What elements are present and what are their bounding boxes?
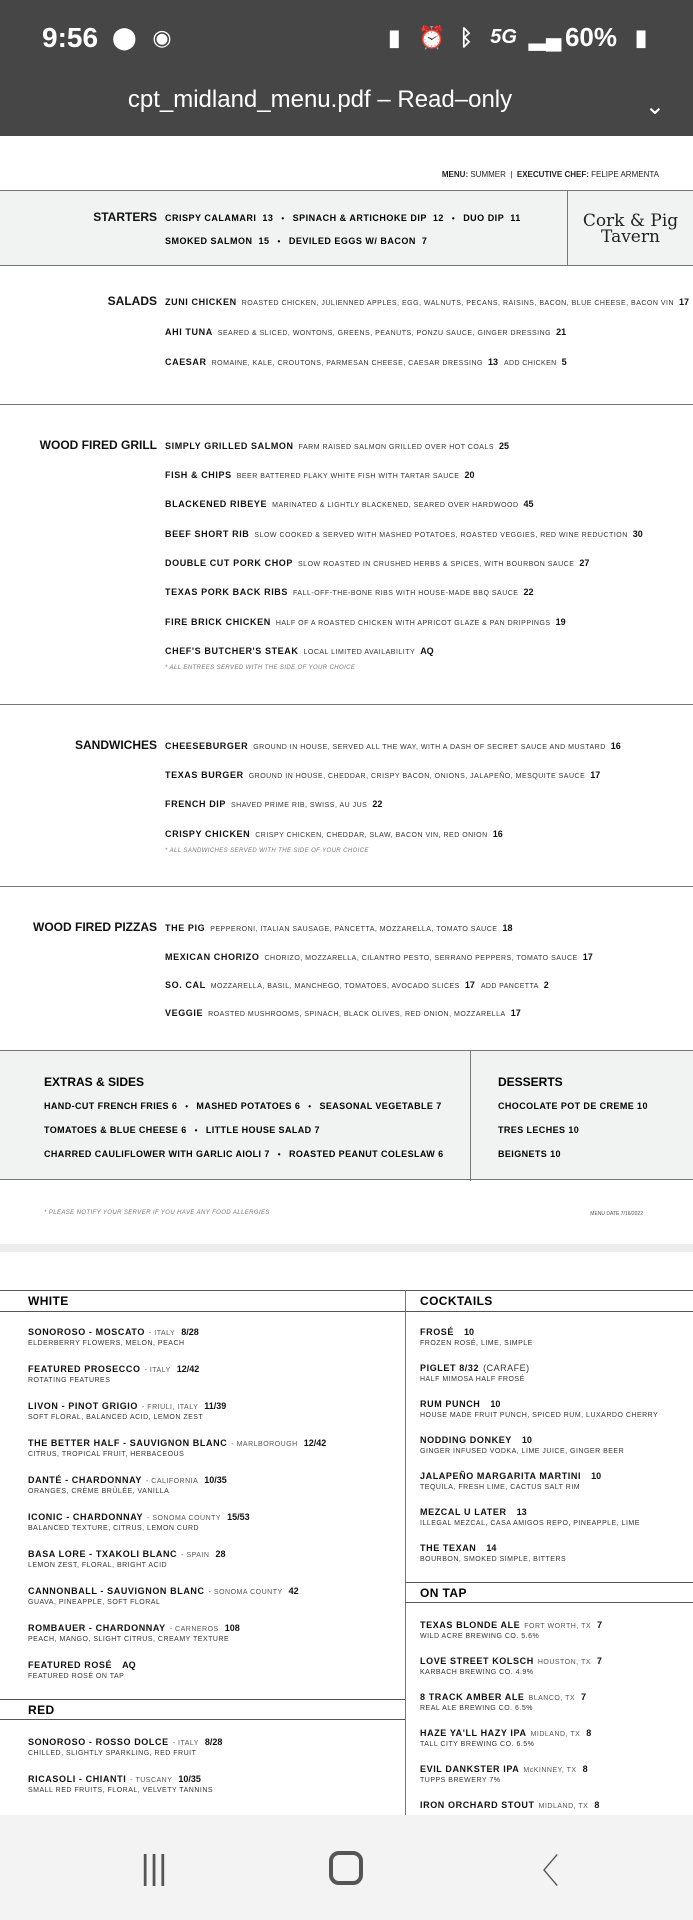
status-time: 9:56 <box>42 22 99 53</box>
dessert-item: TRES LECHES 10 <box>498 1125 580 1135</box>
salads-section <box>0 265 693 404</box>
extras-line-3: CHARRED CAULIFLOWER WITH GARLIC AIOLI 7 • ROASTED PEANUT COLESLAW 6 <box>44 1149 444 1159</box>
pdf-page-1[interactable] <box>0 136 693 1244</box>
starters-line-2: SMOKED SALMON 15 • DEVILED EGGS W/ BACON 7 <box>165 236 428 246</box>
dessert-item: CHOCOLATE POT DE CREME 10 <box>498 1101 648 1111</box>
status-bar <box>0 0 693 78</box>
chevron-down-icon[interactable]: ⌄ <box>644 93 665 120</box>
navigation-bar <box>0 1815 693 1920</box>
menu-item: TEXAS BURGER GROUND IN HOUSE, CHEDDAR, CRISPY BACON, ONIONS, JALAPEÑO, MESQUITE SAUCE 17 <box>165 770 601 780</box>
divider <box>0 1699 405 1700</box>
white-wine-title: WHITE <box>28 1294 69 1308</box>
menu-item: VEGGIE ROASTED MUSHROOMS, SPINACH, BLACK OLIVES, RED ONION, MOZZARELLA 17 <box>165 1008 521 1018</box>
desserts-title: DESSERTS <box>498 1075 563 1089</box>
extras-line-2: TOMATOES & BLUE CHEESE 6 • LITTLE HOUSE SALAD 7 <box>44 1125 320 1135</box>
sandwiches-title: SANDWICHES <box>74 738 157 752</box>
wine-item: THE BETTER HALF - SAUVIGNON BLANC - MARLBOROUGH 12/42 CITRUS, TROPICAL FRUIT, HERBACEOUS <box>28 1438 327 1458</box>
starters-section <box>0 190 693 265</box>
cork-and-pig-logo: Cork & Pig Tavern <box>567 191 693 266</box>
tap-item: LOVE STREET KOLSCH HOUSTON, TX 7 KARBACH BREWING CO. 4.9% <box>420 1656 602 1676</box>
divider <box>405 1582 693 1583</box>
cocktail-item: JALAPEÑO MARGARITA MARTINI 10 TEQUILA, FRESH LIME, CACTUS SALT RIM <box>420 1471 602 1491</box>
extras-line-1: HAND-CUT FRENCH FRIES 6 • MASHED POTATOES 6 • SEASONAL VEGETABLE 7 <box>44 1101 442 1111</box>
wine-item: CANNONBALL - SAUVIGNON BLANC - SONOMA COUNTY 42 GUAVA, PINEAPPLE, SOFT FLORAL <box>28 1586 299 1606</box>
extras-title: EXTRAS & SIDES <box>44 1075 145 1089</box>
on-tap-title: ON TAP <box>420 1586 467 1600</box>
menu-item: SO. CAL MOZZARELLA, BASIL, MANCHEGO, TOMATOES, AVOCADO SLICES 17 ADD PANCETTA 2 <box>165 980 549 990</box>
pdf-page-2[interactable] <box>0 1252 693 1815</box>
pizzas-section <box>0 886 693 1050</box>
divider <box>0 1311 693 1312</box>
wine-item: FEATURED PROSECCO - ITALY 12/42 ROTATING FEATURES <box>28 1364 200 1384</box>
account-icon: ◉ <box>152 25 172 50</box>
cocktail-item: FROSÉ 10 FROZEN ROSÉ, LIME, SIMPLE <box>420 1327 533 1347</box>
wine-item: ROMBAUER - CHARDONNAY - CARNEROS 108 PEACH, MANGO, SLIGHT CITRUS, CREAMY TEXTURE <box>28 1623 240 1643</box>
sandwiches-note: * ALL SANDWICHES SERVED WITH THE SIDE OF YOUR CHOICE <box>165 848 369 854</box>
recent-apps-icon[interactable]: ||| <box>140 1848 168 1887</box>
tap-item: EVIL DANKSTER IPA McKINNEY, TX 8 TUPPS BREWERY 7% <box>420 1764 588 1784</box>
menu-item: THE PIG PEPPERONI, ITALIAN SAUSAGE, PANCETTA, MOZZARELLA, TOMATO SAUCE 18 <box>165 923 513 933</box>
grill-section <box>0 404 693 704</box>
sandwiches-section <box>0 704 693 886</box>
menu-item: AHI TUNA SEARED & SLICED, WONTONS, GREENS, PEANUTS, PONZU SAUCE, GINGER DRESSING 21 <box>165 327 567 337</box>
menu-item: SIMPLY GRILLED SALMON FARM RAISED SALMON GRILLED OVER HOT COALS 25 <box>165 441 510 451</box>
battery-saver-icon: ▮ <box>388 24 401 50</box>
document-toolbar <box>0 78 693 136</box>
menu-date: MENU DATE 7/16/2022 <box>590 1211 643 1217</box>
menu-item: BLACKENED RIBEYE MARINATED & LIGHTLY BLACKENED, SEARED OVER HARDWOOD 45 <box>165 499 534 509</box>
wine-item: RICASOLI - CHIANTI - TUSCANY 10/35 SMALL RED FRUITS, FLORAL, VELVETY TANNINS <box>28 1774 214 1794</box>
divider <box>470 1051 471 1181</box>
wine-item: SONOROSO - ROSSO DOLCE - ITALY 8/28 CHILLED, SLIGHTLY SPARKLING, RED FRUIT <box>28 1737 223 1757</box>
extras-section <box>0 1050 693 1180</box>
menu-item: ZUNI CHICKEN ROASTED CHICKEN, JULIENNED APPLES, EGG, WALNUTS, PECANS, RAISINS, BACON, BLUE CHEESE, BACON VIN 17 <box>165 297 690 307</box>
menu-item: FRENCH DIP SHAVED PRIME RIB, SWISS, AU JUS 22 <box>165 799 383 809</box>
tap-item: TEXAS BLONDE ALE FORT WORTH, TX 7 WILD ACRE BREWING CO. 5.6% <box>420 1620 603 1640</box>
cocktail-item: PIGLET 8/32 (CARAFE) HALF MIMOSA HALF FROSÉ <box>420 1363 530 1383</box>
cocktail-item: THE TEXAN 14 BOURBON, SMOKED SIMPLE, BITTERS <box>420 1543 567 1563</box>
back-icon[interactable]: 〈 <box>525 1852 559 1891</box>
menu-item: CHEESEBURGER GROUND IN HOUSE, SERVED ALL THE WAY, WITH A DASH OF SECRET SAUCE AND MUSTARD 16 <box>165 741 621 751</box>
divider <box>0 1290 693 1291</box>
wine-item: BASA LORE - TXAKOLI BLANC - SPAIN 28 LEMON ZEST, FLORAL, BRIGHT ACID <box>28 1549 226 1569</box>
menu-item: TEXAS PORK BACK RIBS FALL-OFF-THE-BONE RIBS WITH HOUSE-MADE BBQ SAUCE 22 <box>165 587 534 597</box>
menu-item: BEEF SHORT RIB SLOW COOKED & SERVED WITH MASHED POTATOES, ROASTED VEGGIES, RED WINE REDUCTION 30 <box>165 529 643 539</box>
menu-item: CHEF'S BUTCHER'S STEAK LOCAL LIMITED AVAILABILITY AQ <box>165 646 434 656</box>
pizzas-title: WOOD FIRED PIZZAS <box>33 920 157 934</box>
wine-item: FEATURED ROSÉ AQ FEATURED ROSÉ ON TAP <box>28 1660 136 1680</box>
menu-item: MEXICAN CHORIZO CHORIZO, MOZZARELLA, CILANTRO PESTO, SERRANO PEPPERS, TOMATO SAUCE 17 <box>165 952 593 962</box>
signal-icon: ▂▄ <box>528 24 562 50</box>
cocktail-item: NODDING DONKEY 10 GINGER INFUSED VODKA, LIME JUICE, GINGER BEER <box>420 1435 625 1455</box>
allergy-note: * PLEASE NOTIFY YOUR SERVER IF YOU HAVE ANY FOOD ALLERGIES <box>44 1210 270 1216</box>
grill-note: * ALL ENTREES SERVED WITH THE SIDE OF YOUR CHOICE <box>165 665 356 671</box>
grill-title: WOOD FIRED GRILL <box>39 438 157 452</box>
home-icon[interactable] <box>316 1845 376 1891</box>
cocktail-item: RUM PUNCH 10 HOUSE MADE FRUIT PUNCH, SPICED RUM, LUXARDO CHERRY <box>420 1399 659 1419</box>
menu-meta: MENU: SUMMER | EXECUTIVE CHEF: FELIPE ARMENTA <box>441 170 659 179</box>
alarm-icon: ⏰ <box>418 24 446 50</box>
divider <box>405 1602 693 1603</box>
menu-item: CAESAR ROMAINE, KALE, CROUTONS, PARMESAN CHEESE, CAESAR DRESSING 13 ADD CHICKEN 5 <box>165 357 567 367</box>
salads-title: SALADS <box>107 294 157 308</box>
starters-title: STARTERS <box>93 210 157 224</box>
location-icon: ⬤ <box>112 25 137 50</box>
wine-item: LIVON - PINOT GRIGIO - FRIULI, ITALY 11/39 SOFT FLORAL, BALANCED ACID, LEMON ZEST <box>28 1401 227 1421</box>
bluetooth-icon: ᛒ <box>459 24 473 50</box>
tap-item: 8 TRACK AMBER ALE BLANCO, TX 7 REAL ALE BREWING CO. 6.5% <box>420 1692 587 1712</box>
wine-item: ICONIC - CHARDONNAY - SONOMA COUNTY 15/53 BALANCED TEXTURE, CITRUS, LEMON CURD <box>28 1512 250 1532</box>
menu-item: FIRE BRICK CHICKEN HALF OF A ROASTED CHICKEN WITH APRICOT GLAZE & PAN DRIPPINGS 19 <box>165 617 566 627</box>
starters-line-1: CRISPY CALAMARI 13 • SPINACH & ARTICHOKE DIP 12 • DUO DIP 11 <box>165 213 521 223</box>
red-wine-title: RED <box>28 1703 55 1717</box>
network-type: 5G <box>490 26 517 48</box>
wine-item: DANTÉ - CHARDONNAY - CALIFORNIA 10/35 ORANGES, CRÈME BRÛLÉE, VANILLA <box>28 1475 227 1495</box>
battery-level: 60% <box>564 22 617 52</box>
tap-item: IRON ORCHARD STOUT MIDLAND, TX 8 <box>420 1800 600 1810</box>
divider <box>405 1290 406 1815</box>
tap-item: HAZE YA'LL HAZY IPA MIDLAND, TX 8 TALL CITY BREWING CO. 6.5% <box>420 1728 592 1748</box>
divider <box>0 1719 405 1720</box>
menu-item: DOUBLE CUT PORK CHOP SLOW ROASTED IN CRUSHED HERBS & SPICES, WITH BOURBON SAUCE 27 <box>165 558 590 568</box>
menu-item: CRISPY CHICKEN CRISPY CHICKEN, CHEDDAR, SLAW, BACON VIN, RED ONION 16 <box>165 829 503 839</box>
menu-item: FISH & CHIPS BEER BATTERED FLAKY WHITE FISH WITH TARTAR SAUCE 20 <box>165 470 475 480</box>
cocktails-title: COCKTAILS <box>420 1294 493 1308</box>
dessert-item: BEIGNETS 10 <box>498 1149 561 1159</box>
wine-item: SONOROSO - MOSCATO - ITALY 8/28 ELDERBERRY FLOWERS, MELON, PEACH <box>28 1327 199 1347</box>
battery-icon: ▮ <box>634 24 648 50</box>
cocktail-item: MEZCAL U LATER 13 ILLEGAL MEZCAL, CASA AMIGOS REPO, PINEAPPLE, LIME <box>420 1507 640 1527</box>
document-title: cpt_midland_menu.pdf – Read–only <box>127 86 513 113</box>
